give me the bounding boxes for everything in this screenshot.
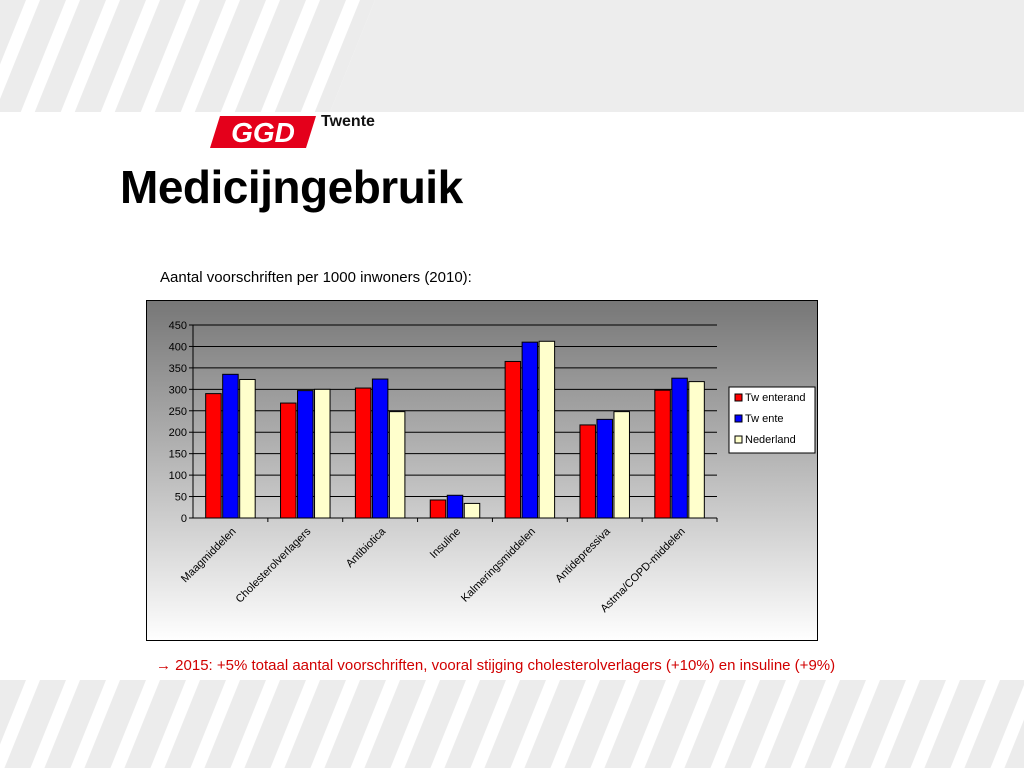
bar-nederland-antibiotica	[389, 412, 405, 518]
bar-nederland-maagmiddelen	[240, 379, 256, 518]
bar-twente-antibiotica	[372, 379, 388, 518]
bar-twente-antidepressiva	[597, 419, 613, 518]
logo-lettering: GGD	[231, 117, 295, 148]
legend-label: Tw enterand	[745, 392, 806, 404]
bar-nederland-astma-copd-middelen	[689, 382, 705, 518]
x-tick-label: Maagmiddelen	[179, 525, 239, 586]
stripes-top-graphic	[0, 0, 1024, 112]
bar-twenterand-antidepressiva	[580, 425, 596, 518]
chart-frame	[146, 300, 818, 641]
bar-nederland-antidepressiva	[614, 412, 630, 518]
x-tick-label: Astma/COPD-middelen	[598, 525, 688, 615]
logo-suffix: Twente	[321, 113, 375, 130]
y-tick-label: 100	[168, 470, 187, 483]
y-tick-label: 0	[180, 513, 187, 525]
x-tick-label: Antibiotica	[343, 525, 389, 571]
y-tick-label: 300	[168, 384, 187, 397]
y-tick-label: 50	[174, 491, 187, 504]
bar-nederland-insuline	[464, 503, 480, 518]
page-title: Medicijngebruik	[120, 161, 463, 213]
legend-label: Tw ente	[745, 413, 784, 425]
bar-nederland-cholesterolverlagers	[315, 389, 331, 518]
y-tick-label: 350	[168, 362, 187, 375]
y-tick-label: 450	[168, 320, 187, 332]
bar-twente-astma-copd-middelen	[672, 378, 688, 518]
x-tick-label: Antidepressiva	[553, 525, 613, 586]
y-tick-label: 250	[168, 405, 187, 418]
legend-swatch	[735, 415, 742, 422]
bar-nederland-kalmeringsmiddelen	[539, 341, 555, 518]
x-tick-label: Insuline	[427, 525, 464, 561]
bar-twenterand-maagmiddelen	[206, 394, 222, 518]
bar-twente-kalmeringsmiddelen	[522, 342, 538, 518]
y-tick-label: 200	[168, 427, 187, 440]
x-tick-label: Kalmeringsmiddelen	[459, 525, 538, 605]
bar-twente-cholesterolverlagers	[298, 391, 314, 518]
legend-swatch	[735, 436, 742, 443]
legend-label: Nederland	[745, 434, 796, 446]
y-tick-label: 150	[168, 448, 187, 461]
stripes-bottom-graphic	[0, 680, 1024, 768]
decorative-stripes-bottom	[0, 680, 1024, 768]
footnote: → 2015: +5% totaal aantal voorschriften, vooral stijging cholesterolverlagers (+10%) en insuline (+9%)	[156, 657, 836, 674]
bar-chart	[147, 301, 818, 641]
bar-twenterand-astma-copd-middelen	[655, 390, 671, 518]
x-tick-label: Cholesterolverlagers	[233, 525, 314, 606]
chart-subtitle: Aantal voorschriften per 1000 inwoners (2010):	[160, 269, 472, 286]
legend-swatch	[735, 394, 742, 401]
bar-twente-maagmiddelen	[223, 374, 239, 518]
bar-twente-insuline	[447, 495, 463, 518]
decorative-stripes-top	[0, 0, 1024, 112]
bar-twenterand-cholesterolverlagers	[281, 403, 297, 518]
legend	[729, 387, 815, 453]
bar-twenterand-kalmeringsmiddelen	[505, 361, 521, 518]
bar-twenterand-antibiotica	[355, 388, 371, 518]
bar-twenterand-insuline	[430, 500, 446, 518]
ggd-logo-mark	[208, 112, 318, 152]
y-tick-label: 400	[168, 341, 187, 354]
